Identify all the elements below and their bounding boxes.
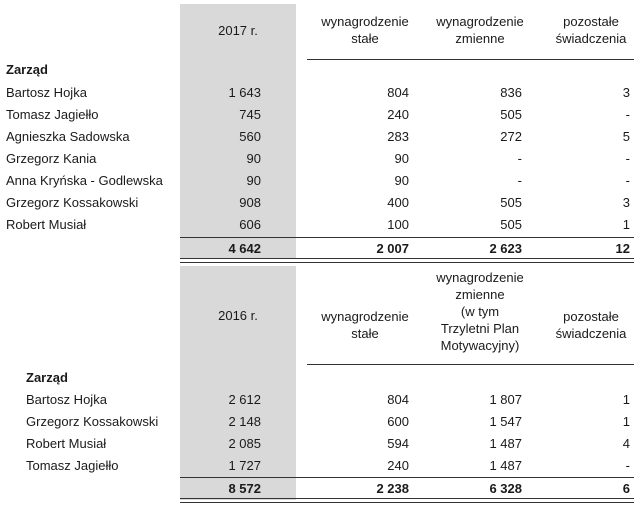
table-row — [0, 192, 642, 214]
total-value: 606 — [239, 217, 261, 232]
table-row — [0, 126, 642, 148]
total-sum-2017: 4 642 — [228, 241, 261, 256]
variable-value: 1 547 — [489, 414, 522, 429]
total-value: 1 643 — [228, 85, 261, 100]
table-row — [0, 148, 642, 170]
year-label-2016: 2016 r. — [218, 308, 258, 323]
section-title-2016: Zarząd — [26, 370, 68, 385]
total-other-2016: 6 — [622, 481, 630, 496]
other-value: - — [625, 173, 630, 188]
table-row — [0, 104, 642, 126]
other-value: 5 — [622, 129, 630, 144]
variable-value: 505 — [500, 107, 522, 122]
total-fixed-2016: 2 238 — [376, 481, 409, 496]
total-fixed-2017: 2 007 — [376, 241, 409, 256]
other-value: 4 — [622, 436, 630, 451]
header-rule-2017 — [307, 59, 634, 60]
variable-value: 1 487 — [489, 436, 522, 451]
year-label-2017: 2017 r. — [218, 23, 258, 38]
fixed-value: 240 — [387, 458, 409, 473]
person-name: Bartosz Hojka — [6, 85, 87, 100]
fixed-value: 600 — [387, 414, 409, 429]
fixed-value: 804 — [387, 392, 409, 407]
person-name: Tomasz Jagiełło — [26, 458, 119, 473]
other-value: 3 — [622, 195, 630, 210]
totals-row-2016 — [0, 478, 642, 500]
table-row — [0, 411, 642, 433]
other-value: - — [625, 107, 630, 122]
col-header-fixed-2017: wynagrodzenie stałe — [321, 14, 409, 46]
total-variable-2017: 2 623 — [489, 241, 522, 256]
other-value: 1 — [622, 217, 630, 232]
other-value: - — [625, 151, 630, 166]
fixed-value: 400 — [387, 195, 409, 210]
total-value: 560 — [239, 129, 261, 144]
fixed-value: 100 — [387, 217, 409, 232]
col-header-fixed-2016: wynagrodzenie stałe — [321, 309, 409, 341]
section-title-2017: Zarząd — [6, 62, 48, 77]
fixed-value: 240 — [387, 107, 409, 122]
variable-value: 505 — [500, 217, 522, 232]
col-header-variable-2016: wynagrodzenie zmienne (w tym Trzyletni Plan Motywacyjny) — [436, 270, 524, 353]
person-name: Anna Kryńska - Godlewska — [6, 173, 163, 188]
table-row — [0, 82, 642, 104]
total-value: 90 — [246, 151, 261, 166]
fixed-value: 804 — [387, 85, 409, 100]
total-value: 90 — [246, 173, 261, 188]
total-value: 2 085 — [228, 436, 261, 451]
table-row — [0, 214, 642, 236]
person-name: Tomasz Jagiełło — [6, 107, 99, 122]
year-header-2016 — [180, 307, 296, 324]
variable-value: 505 — [500, 195, 522, 210]
table-row — [0, 389, 642, 411]
total-value: 2 148 — [228, 414, 261, 429]
variable-value: - — [517, 173, 522, 188]
col-header-variable-2017: wynagrodzenie zmienne — [436, 14, 524, 46]
year-header-2017 — [180, 22, 296, 39]
table-row — [0, 433, 642, 455]
header-rule-2016 — [307, 364, 634, 365]
person-name: Agnieszka Sadowska — [6, 129, 130, 144]
fixed-value: 90 — [394, 151, 409, 166]
person-name: Grzegorz Kania — [6, 151, 97, 166]
variable-value: 1 807 — [489, 392, 522, 407]
person-name: Robert Musiał — [6, 217, 87, 232]
totals-row-2017 — [0, 238, 642, 260]
person-name: Bartosz Hojka — [26, 392, 107, 407]
col-header-other-2016: pozostałe świadczenia — [555, 309, 627, 341]
fixed-value: 90 — [394, 173, 409, 188]
total-value: 908 — [239, 195, 261, 210]
person-name: Grzegorz Kossakowski — [6, 195, 139, 210]
fixed-value: 283 — [387, 129, 409, 144]
col-header-other-2017: pozostałe świadczenia — [555, 14, 627, 46]
other-value: 3 — [622, 85, 630, 100]
total-value: 1 727 — [228, 458, 261, 473]
other-value: - — [625, 458, 630, 473]
table-row — [0, 170, 642, 192]
person-name: Robert Musiał — [26, 436, 107, 451]
variable-value: 1 487 — [489, 458, 522, 473]
total-sum-2016: 8 572 — [228, 481, 261, 496]
person-name: Grzegorz Kossakowski — [26, 414, 159, 429]
fixed-value: 594 — [387, 436, 409, 451]
variable-value: 272 — [500, 129, 522, 144]
other-value: 1 — [622, 392, 630, 407]
other-value: 1 — [622, 414, 630, 429]
variable-value: - — [517, 151, 522, 166]
total-value: 745 — [239, 107, 261, 122]
total-other-2017: 12 — [615, 241, 630, 256]
table-row — [0, 455, 642, 477]
variable-value: 836 — [500, 85, 522, 100]
total-value: 2 612 — [228, 392, 261, 407]
total-variable-2016: 6 328 — [489, 481, 522, 496]
